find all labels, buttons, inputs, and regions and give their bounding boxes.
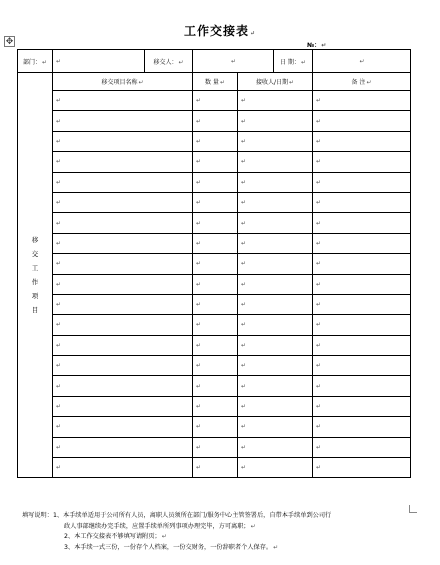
table-row [18,111,411,131]
instructions-line-1b: 政人事部继续办完手续，应置手续单所列事项办理完毕，方可离职；↵ [64,522,256,530]
receiver-date-cell[interactable]: ↵ [238,437,313,457]
item-name-cell[interactable]: ↵ [53,152,193,172]
paragraph-mark: ↵ [249,30,257,37]
table-row [18,437,411,457]
receiver-date-cell[interactable]: ↵ [238,274,313,294]
table-row [18,458,411,478]
receiver-date-cell[interactable]: ↵ [238,417,313,437]
remarks-cell[interactable]: ↵ [313,172,411,192]
remarks-cell[interactable]: ↵ [313,233,411,253]
remarks-cell[interactable]: ↵ [313,376,411,396]
department-label: 部门：↵ [18,50,53,73]
page-title: 工作交接表↵ [183,24,257,38]
quantity-cell[interactable]: ↵ [193,213,238,233]
receiver-date-cell[interactable]: ↵ [238,294,313,314]
column-header-row [18,73,411,91]
item-name-cell[interactable]: ↵ [53,335,193,355]
table-row [18,172,411,192]
table-row [18,131,411,151]
handover-person-field[interactable]: ↵ [193,50,274,73]
receiver-date-cell[interactable]: ↵ [238,111,313,131]
item-name-cell[interactable]: ↵ [53,131,193,151]
quantity-cell[interactable]: ↵ [193,437,238,457]
quantity-cell[interactable]: ↵ [193,356,238,376]
remarks-cell[interactable]: ↵ [313,131,411,151]
table-row [18,213,411,233]
receiver-date-cell[interactable]: ↵ [238,192,313,212]
table-row [18,152,411,172]
remarks-cell[interactable]: ↵ [313,294,411,314]
remarks-cell[interactable]: ↵ [313,152,411,172]
item-name-cell[interactable]: ↵ [53,172,193,192]
item-name-cell[interactable]: ↵ [53,274,193,294]
receiver-date-cell[interactable]: ↵ [238,152,313,172]
table-row [18,192,411,212]
table-row [18,315,411,335]
quantity-cell[interactable]: ↵ [193,417,238,437]
remarks-cell[interactable]: ↵ [313,335,411,355]
receiver-date-cell[interactable]: ↵ [238,172,313,192]
column-remarks: 备 注↵ [313,73,411,91]
table-row [18,294,411,314]
table-row [18,91,411,111]
item-name-cell[interactable]: ↵ [53,233,193,253]
remarks-cell[interactable]: ↵ [313,417,411,437]
quantity-cell[interactable]: ↵ [193,91,238,111]
table-row [18,396,411,416]
remarks-cell[interactable]: ↵ [313,91,411,111]
table-row [18,233,411,253]
quantity-cell[interactable]: ↵ [193,376,238,396]
item-name-cell[interactable]: ↵ [53,458,193,478]
item-name-cell[interactable]: ↵ [53,294,193,314]
item-name-cell[interactable]: ↵ [53,254,193,274]
item-name-cell[interactable]: ↵ [53,192,193,212]
item-name-cell[interactable]: ↵ [53,213,193,233]
remarks-cell[interactable]: ↵ [313,437,411,457]
remarks-cell[interactable]: ↵ [313,315,411,335]
table-row [18,274,411,294]
receiver-date-cell[interactable]: ↵ [238,233,313,253]
item-name-cell[interactable]: ↵ [53,91,193,111]
item-name-cell[interactable]: ↵ [53,356,193,376]
receiver-date-cell[interactable]: ↵ [238,131,313,151]
receiver-date-cell[interactable]: ↵ [238,213,313,233]
item-name-cell[interactable]: ↵ [53,376,193,396]
quantity-cell[interactable]: ↵ [193,294,238,314]
quantity-cell[interactable]: ↵ [193,111,238,131]
quantity-cell[interactable]: ↵ [193,315,238,335]
item-name-cell[interactable]: ↵ [53,437,193,457]
quantity-cell[interactable]: ↵ [193,335,238,355]
receiver-date-cell[interactable]: ↵ [238,315,313,335]
date-field[interactable]: ↵ [313,50,411,73]
quantity-cell[interactable]: ↵ [193,233,238,253]
instructions-line-1: 填写说明：1、本手续单适用于公司所有人员，离职人员须所在部门/服务中心主管签署后，自带本手续单到公司行 [22,512,332,519]
column-quantity: 数 量↵ [193,73,238,91]
quantity-cell[interactable]: ↵ [193,131,238,151]
item-name-cell[interactable]: ↵ [53,417,193,437]
quantity-cell[interactable]: ↵ [193,458,238,478]
item-name-cell[interactable]: ↵ [53,315,193,335]
quantity-cell[interactable]: ↵ [193,254,238,274]
remarks-cell[interactable]: ↵ [313,274,411,294]
table-row [18,335,411,355]
quantity-cell[interactable]: ↵ [193,152,238,172]
receiver-date-cell[interactable]: ↵ [238,458,313,478]
handover-person-label: 移交人：↵ [145,50,193,73]
remarks-cell[interactable]: ↵ [313,192,411,212]
column-receiver-date: 接收人/日期↵ [238,73,313,91]
table-move-icon[interactable]: ✥ [5,37,14,47]
instructions-block [22,511,422,553]
receiver-date-cell[interactable]: ↵ [238,335,313,355]
column-item-name: 移交项目名称↵ [53,73,193,91]
remarks-cell[interactable]: ↵ [313,213,411,233]
department-field[interactable]: ↵ [53,50,145,73]
form-header-row [18,50,411,73]
quantity-cell[interactable]: ↵ [193,274,238,294]
receiver-date-cell[interactable]: ↵ [238,91,313,111]
receiver-date-cell[interactable]: ↵ [238,356,313,376]
quantity-cell[interactable]: ↵ [193,192,238,212]
remarks-cell[interactable]: ↵ [313,254,411,274]
quantity-cell[interactable]: ↵ [193,172,238,192]
receiver-date-cell[interactable]: ↵ [238,376,313,396]
side-label-cell: 移 交 工 作 项 目 [18,73,53,478]
remarks-cell[interactable]: ↵ [313,458,411,478]
receiver-date-cell[interactable]: ↵ [238,254,313,274]
instructions-line-3: 3、本手续一式三份，一份存个人档案，一份交财务，一份辞职者个人保存。↵ [64,543,279,551]
table-row [18,254,411,274]
remarks-cell[interactable]: ↵ [313,396,411,416]
instructions-line-2: 2、本工作交接表不够填写请附页；↵ [64,533,167,540]
remarks-cell[interactable]: ↵ [313,356,411,376]
table-row [18,376,411,396]
table-row [18,417,411,437]
item-name-cell[interactable]: ↵ [53,111,193,131]
handover-form-table [17,49,411,478]
date-label: 日 期：↵ [274,50,313,73]
table-row [18,356,411,376]
quantity-cell[interactable]: ↵ [193,396,238,416]
document-number-label: №：↵ [307,42,327,49]
receiver-date-cell[interactable]: ↵ [238,396,313,416]
item-name-cell[interactable]: ↵ [53,396,193,416]
remarks-cell[interactable]: ↵ [313,111,411,131]
